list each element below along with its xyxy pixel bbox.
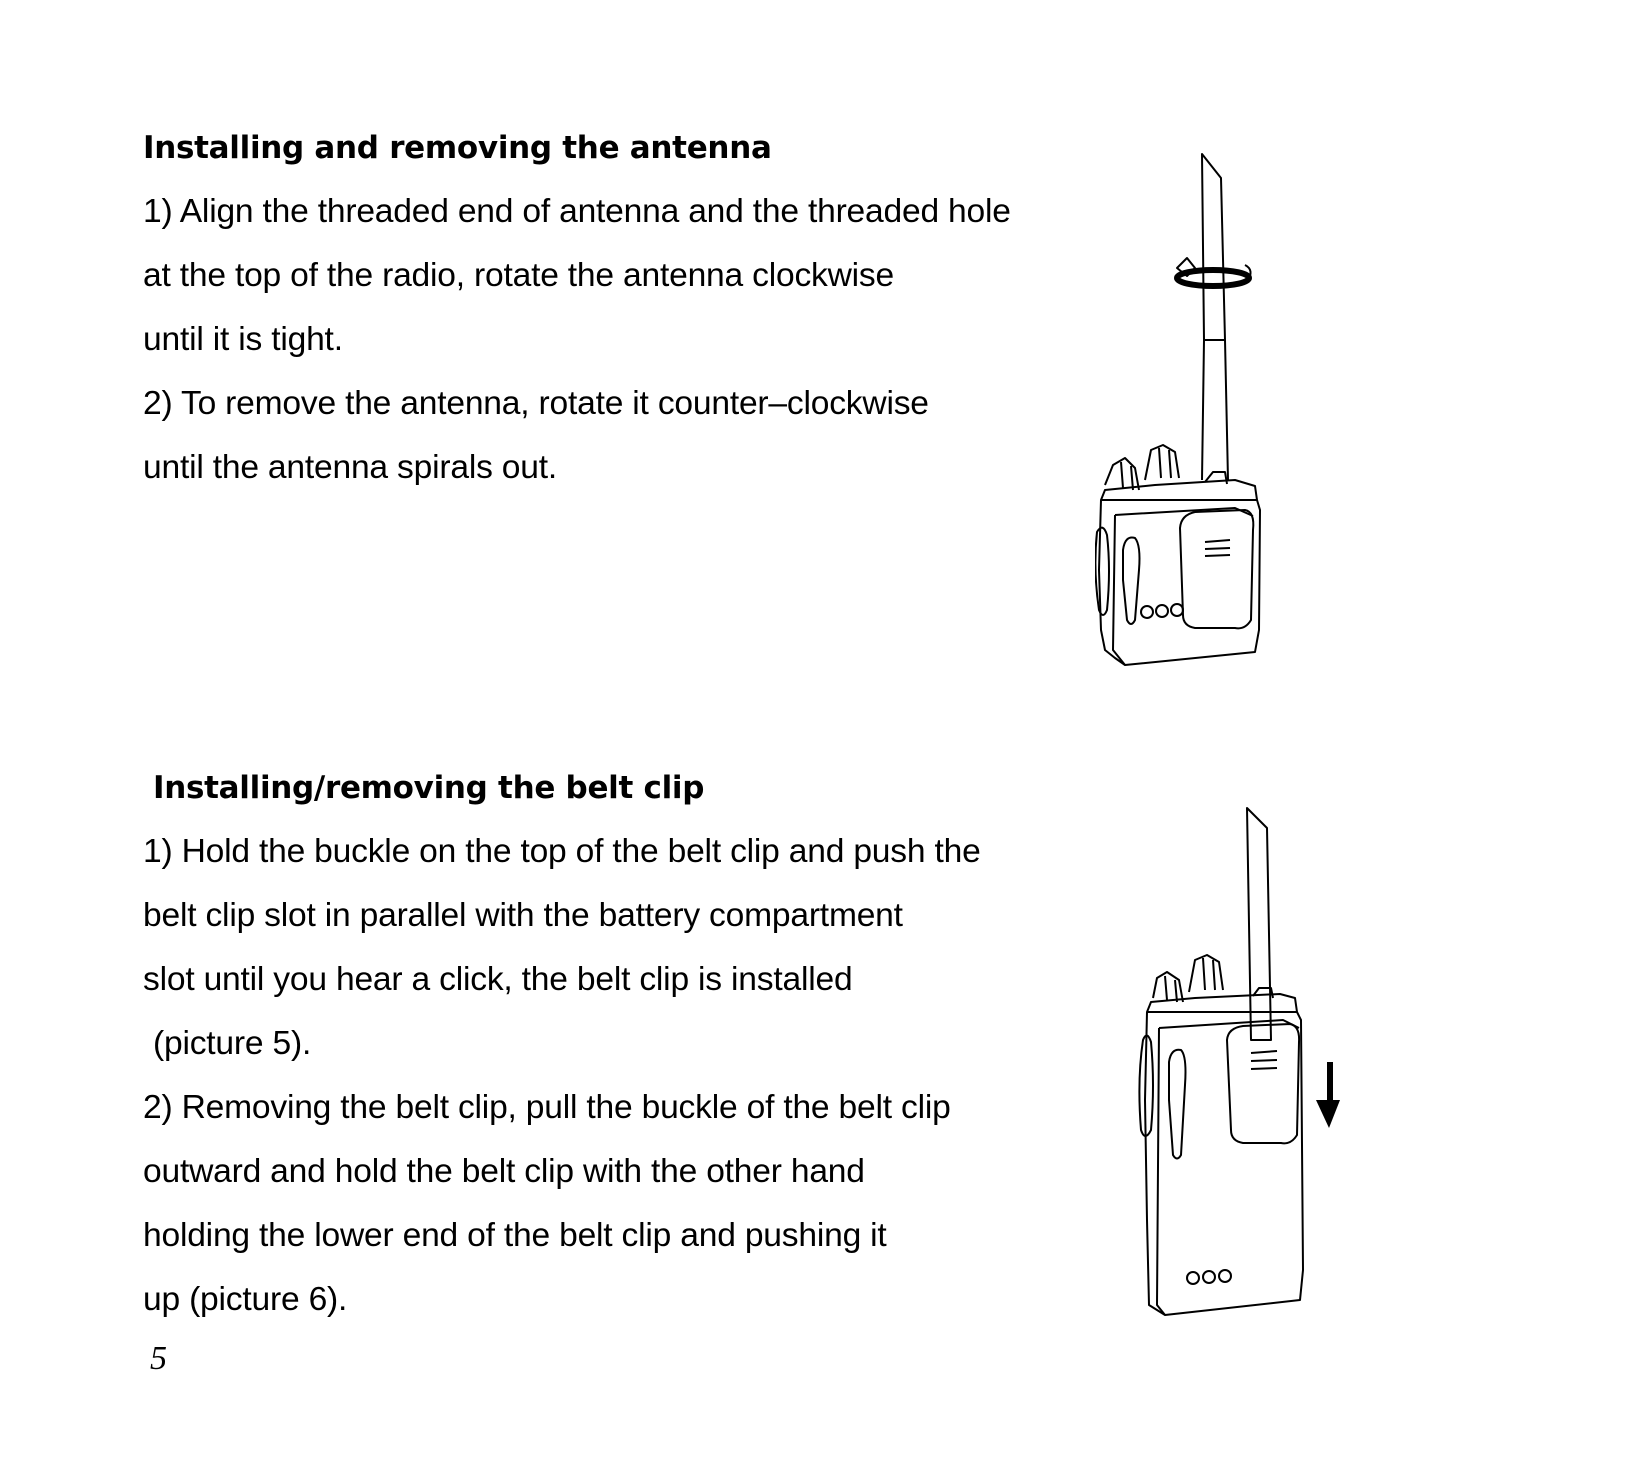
- antenna-section-heading: Installing and removing the antenna: [143, 130, 772, 166]
- down-arrow-icon: [1316, 1062, 1340, 1128]
- belt-clip-step-line: (picture 5).: [153, 1025, 312, 1062]
- antenna-step-line: until the antenna spirals out.: [143, 449, 558, 486]
- belt-clip-step-line: 1) Hold the buckle on the top of the belt clip and push the: [143, 833, 981, 870]
- antenna-step-line: at the top of the radio, rotate the antenna clockwise: [143, 257, 894, 294]
- antenna-step-line: 2) To remove the antenna, rotate it counter–clockwise: [143, 385, 929, 422]
- rotate-clockwise-icon: [1177, 270, 1249, 286]
- belt-clip-section: [143, 756, 981, 1332]
- radio-antenna-illustration: [1095, 150, 1285, 690]
- belt-clip-step-line: up (picture 6).: [143, 1281, 348, 1318]
- belt-clip-step-line: holding the lower end of the belt clip and pushing it: [143, 1217, 887, 1254]
- belt-clip-section-heading: Installing/removing the belt clip: [153, 770, 705, 806]
- belt-clip-step-line: 2) Removing the belt clip, pull the buckle of the belt clip: [143, 1089, 951, 1126]
- belt-clip-step-line: belt clip slot in parallel with the battery compartment: [143, 897, 903, 934]
- belt-clip-step-line: slot until you hear a click, the belt clip is installed: [143, 961, 853, 998]
- page-number: 5: [150, 1340, 167, 1377]
- antenna-section: [143, 116, 1011, 500]
- belt-clip-step-line: outward and hold the belt clip with the other hand: [143, 1153, 865, 1190]
- antenna-step-line: until it is tight.: [143, 321, 343, 358]
- antenna-step-line: 1) Align the threaded end of antenna and the threaded hole: [143, 193, 1011, 230]
- radio-belt-clip-illustration: [1135, 800, 1355, 1340]
